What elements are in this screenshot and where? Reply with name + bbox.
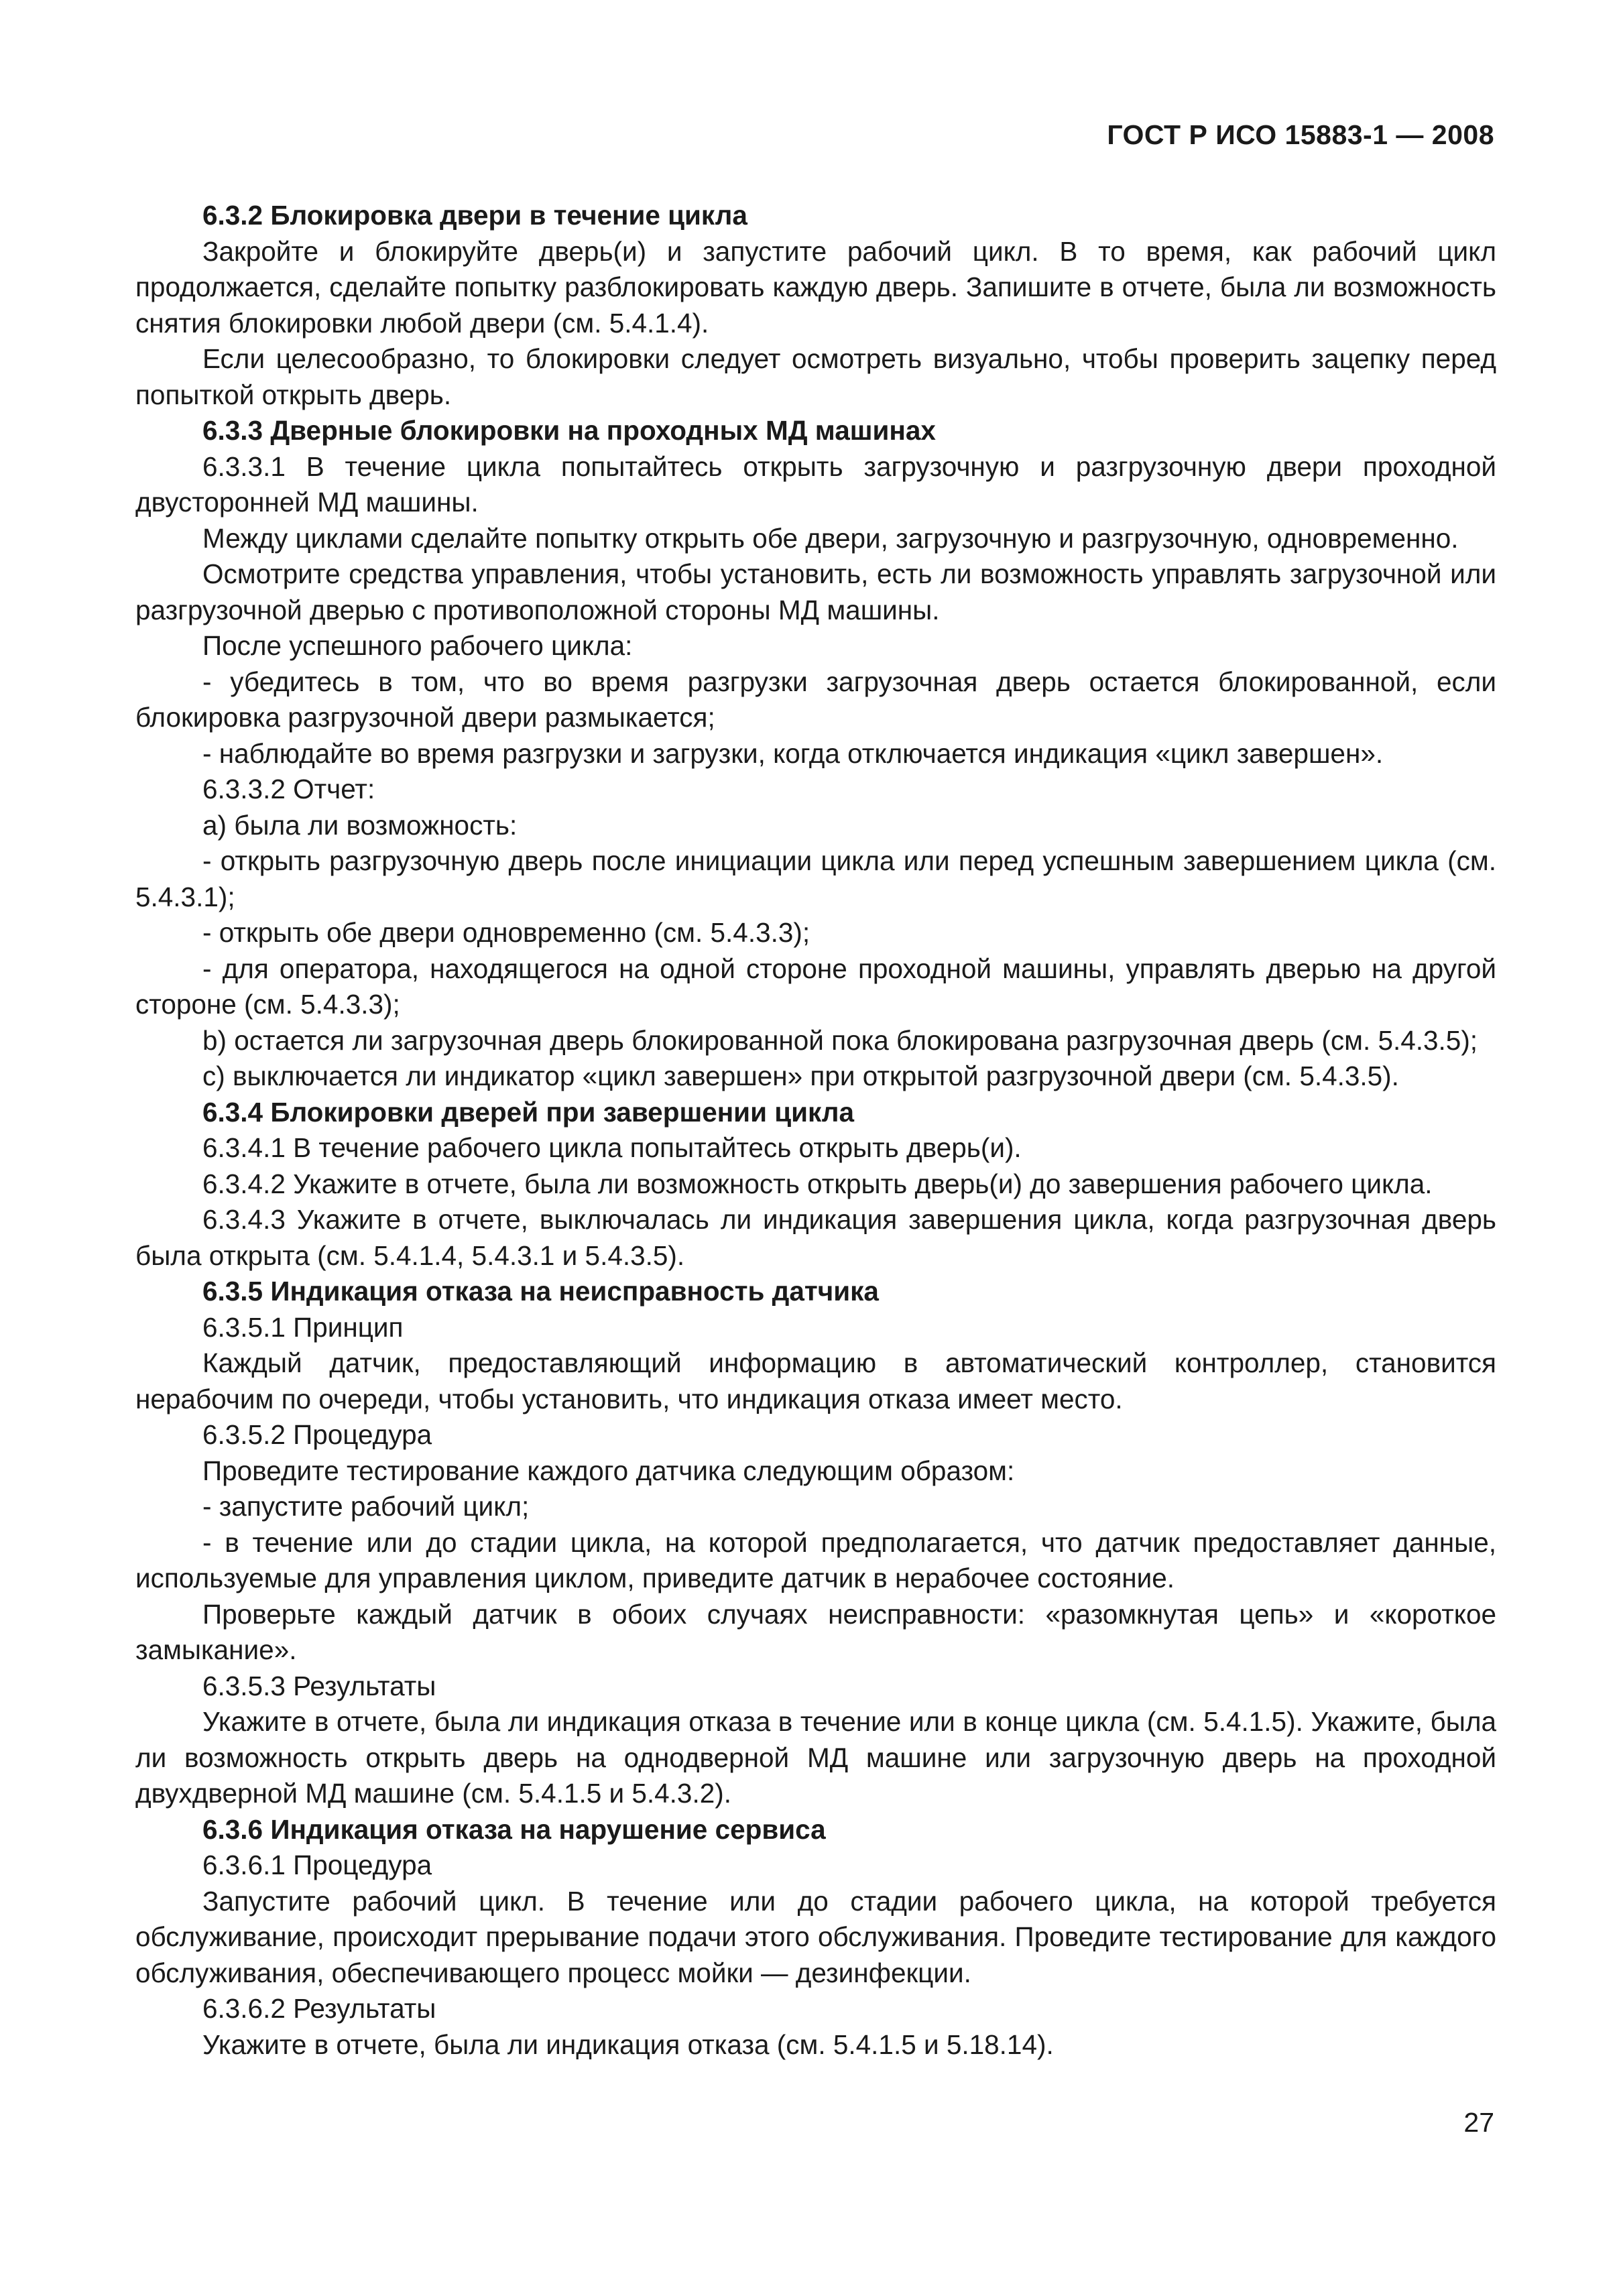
paragraph: 6.3.4.2 Укажите в отчете, была ли возможность открыть дверь(и) до завершения рабочего цикла. xyxy=(202,1168,1433,1199)
paragraph: Запустите рабочий цикл. В течение или до стадии рабочего цикла, на которой требуется обслуживание, происходит прерывание подачи этого обслуживания. Проведите тестирование для каждого обслуживания, обеспечивающего процесс мойки — дезинфекции. xyxy=(135,1885,1496,1988)
paragraph: 6.3.6.1 Процедура xyxy=(202,1850,432,1880)
paragraph: Между циклами сделайте попытку открыть обе двери, загрузочную и разгрузочную, одновременно. xyxy=(202,522,1459,554)
document-body xyxy=(135,198,1496,2063)
paragraph: Закройте и блокируйте дверь(и) и запустите рабочий цикл. В то время, как рабочий цикл продолжается, сделайте попытку разблокировать каждую дверь. Запишите в отчете, была ли возможность снятия блокировки любой двери (см. 5.4.1.4). xyxy=(135,235,1496,339)
paragraph: - наблюдайте во время разгрузки и загрузки, когда отключается индикация «цикл завершен». xyxy=(202,737,1384,769)
section-heading: 6.3.3 Дверные блокировки на проходных МД машинах xyxy=(202,415,936,446)
paragraph: 6.3.5.1 Принцип xyxy=(202,1311,404,1343)
paragraph: 6.3.3.2 Отчет: xyxy=(202,774,375,804)
section-heading: 6.3.5 Индикация отказа на неисправность датчика xyxy=(202,1276,879,1307)
paragraph: Если целесообразно, то блокировки следует осмотреть визуально, чтобы проверить зацепку перед попыткой открыть дверь. xyxy=(135,343,1496,410)
section-heading: 6.3.4 Блокировки дверей при завершении цикла xyxy=(202,1096,855,1128)
page-number: 27 xyxy=(1463,2107,1494,2138)
section-heading: 6.3.2 Блокировка двери в течение цикла xyxy=(202,200,747,231)
document-header: ГОСТ Р ИСО 15883-1 — 2008 xyxy=(1107,119,1494,150)
paragraph: Проверьте каждый датчик в обоих случаях неисправности: «разомкнутая цепь» и «короткое замыкание». xyxy=(135,1598,1496,1665)
paragraph: Укажите в отчете, была ли индикация отказа (см. 5.4.1.5 и 5.18.14). xyxy=(202,2029,1054,2060)
paragraph: а) была ли возможность: xyxy=(202,809,518,841)
paragraph: Каждый датчик, предоставляющий информацию в автоматический контроллер, становится нерабочим по очереди, чтобы установить, что индикация отказа имеет место. xyxy=(135,1347,1496,1414)
paragraph: Проведите тестирование каждого датчика следующим образом: xyxy=(202,1455,1015,1486)
paragraph: - открыть разгрузочную дверь после инициации цикла или перед успешным завершением цикла (см. 5.4.3.1); xyxy=(135,845,1496,912)
paragraph: - запустите рабочий цикл; xyxy=(202,1491,530,1522)
paragraph: 6.3.5.2 Процедура xyxy=(202,1419,432,1450)
section-heading: 6.3.6 Индикация отказа на нарушение сервиса xyxy=(202,1813,826,1845)
paragraph: После успешного рабочего цикла: xyxy=(202,630,633,661)
paragraph: Укажите в отчете, была ли индикация отказа в течение или в конце цикла (см. 5.4.1.5). Укажите, была ли возможность открыть дверь на однодверной МД машине или загрузочную дверь на проходной двухдверной МД машине (см. 5.4.1.5 и 5.4.3.2). xyxy=(135,1706,1496,1809)
paragraph: - убедитесь в том, что во время разгрузки загрузочная дверь остается блокированной, если блокировка разгрузочной двери размыкается; xyxy=(135,666,1496,733)
paragraph: - в течение или до стадии цикла, на которой предполагается, что датчик предоставляет данные, используемые для управления циклом, приведите датчик в нерабочее состояние. xyxy=(135,1526,1496,1593)
paragraph: Осмотрите средства управления, чтобы установить, есть ли возможность управлять загрузочной или разгрузочной дверью с противоположной стороны МД машины. xyxy=(135,558,1496,625)
paragraph: - открыть обе двери одновременно (см. 5.4.3.3); xyxy=(202,917,810,948)
paragraph: 6.3.6.2 Результаты xyxy=(202,1993,436,2024)
paragraph: с) выключается ли индикатор «цикл завершен» при открытой разгрузочной двери (см. 5.4.3.5). xyxy=(202,1061,1399,1091)
paragraph: 6.3.3.1 В течение цикла попытайтесь открыть загрузочную и разгрузочную двери проходной двусторонней МД машины. xyxy=(135,450,1496,518)
paragraph: - для оператора, находящегося на одной стороне проходной машины, управлять дверью на другой стороне (см. 5.4.3.3); xyxy=(135,953,1496,1020)
paragraph: b) остается ли загрузочная дверь блокированной пока блокирована разгрузочная дверь (см. 5.4.3.5); xyxy=(202,1024,1478,1056)
paragraph: 6.3.4.3 Укажите в отчете, выключалась ли индикация завершения цикла, когда разгрузочная дверь была открыта (см. 5.4.1.4, 5.4.3.1 и 5.4.3.5). xyxy=(135,1204,1496,1271)
paragraph: 6.3.5.3 Результаты xyxy=(202,1670,436,1701)
paragraph: 6.3.4.1 В течение рабочего цикла попытайтесь открыть дверь(и). xyxy=(202,1132,1022,1163)
